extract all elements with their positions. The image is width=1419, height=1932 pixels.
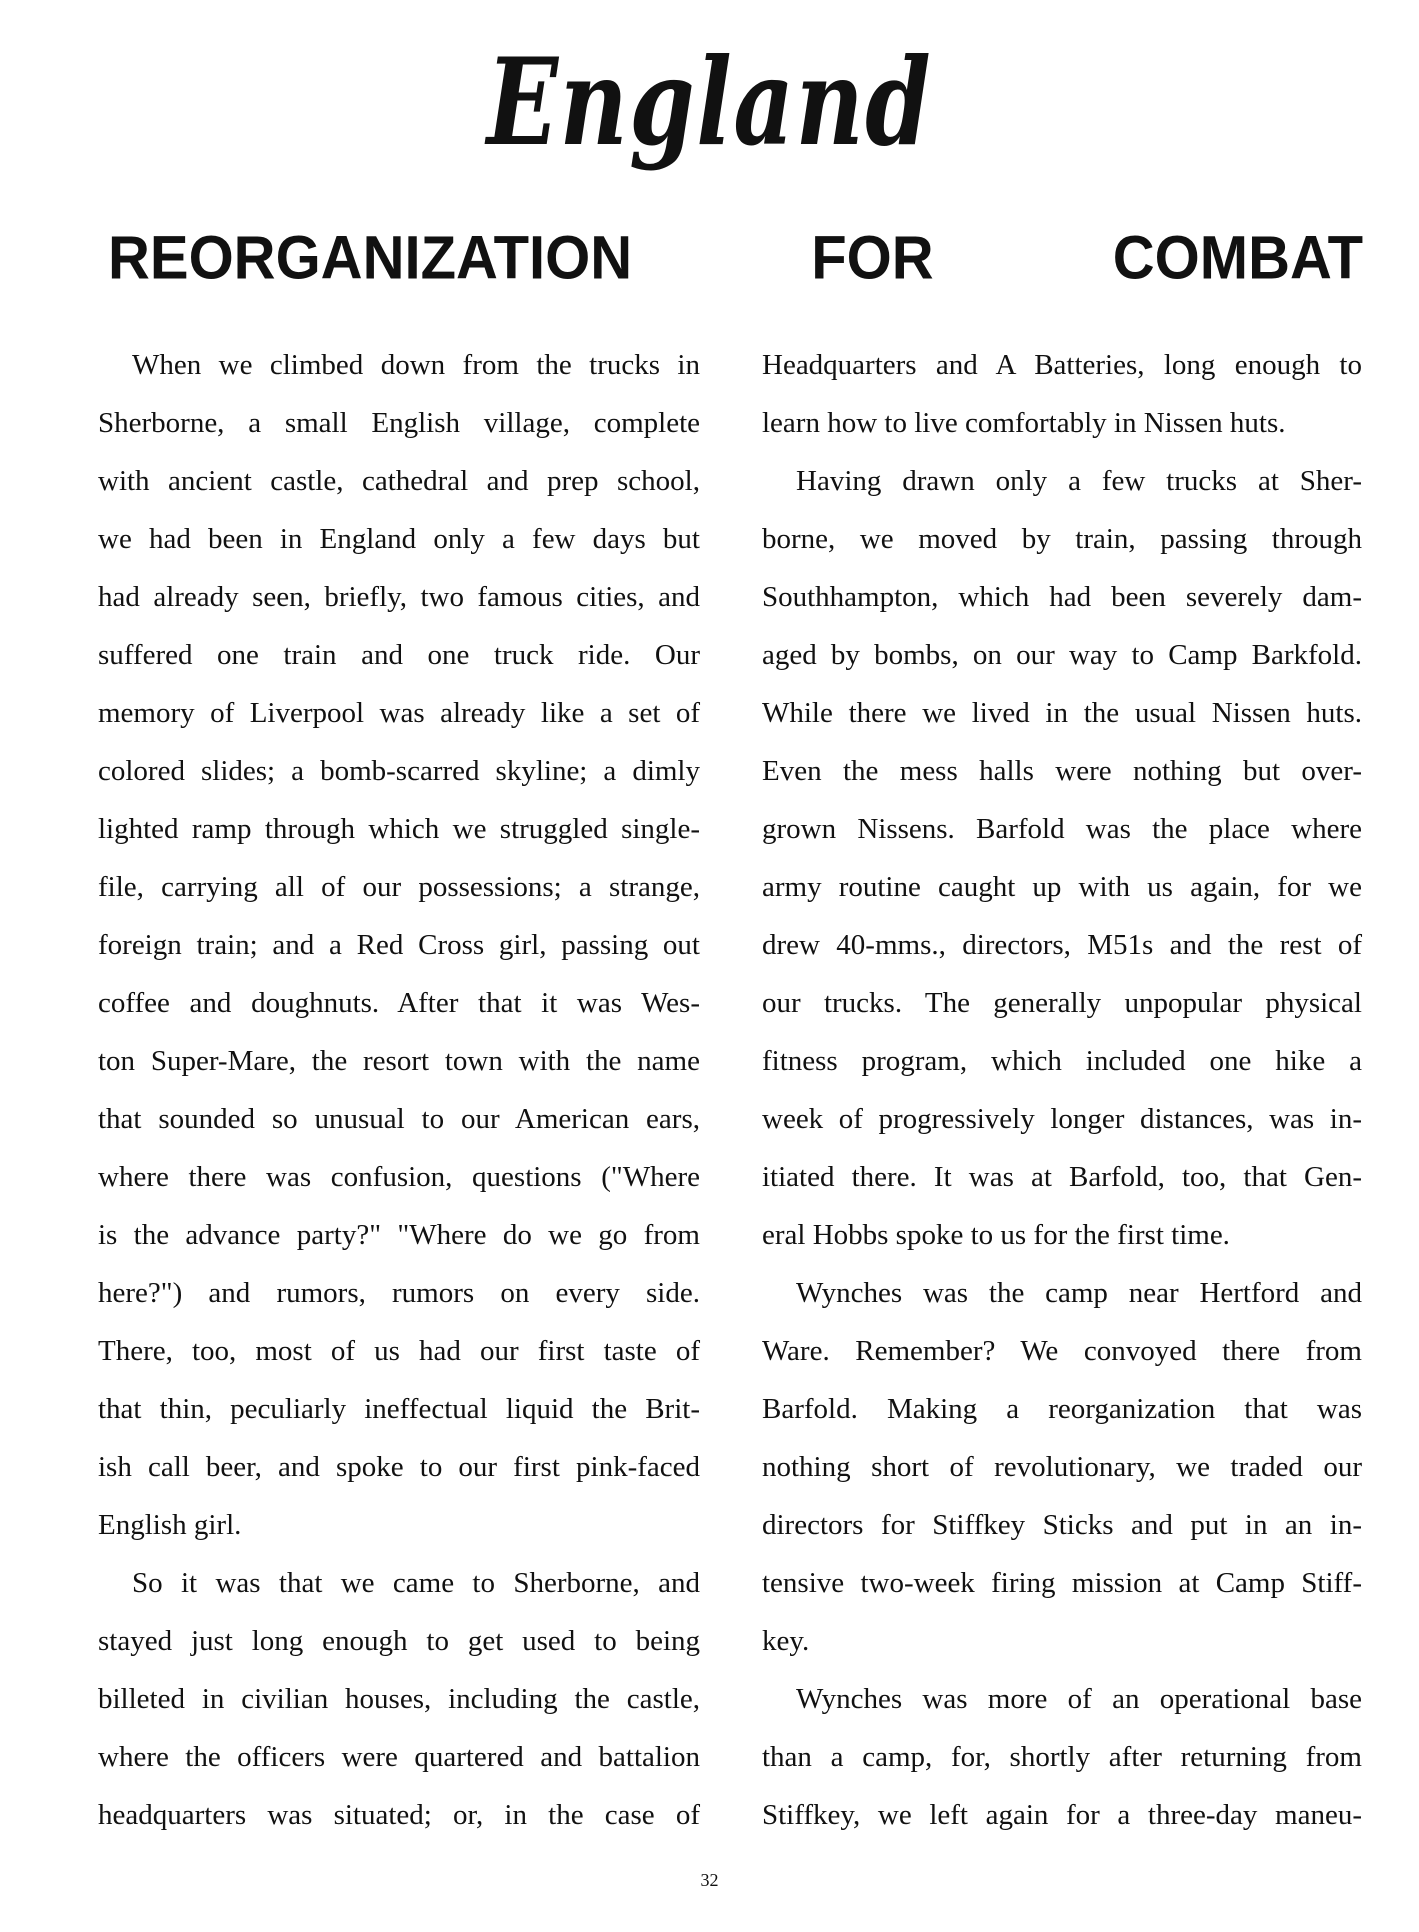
text-line: grown Nissens. Barfold was the place where [762,813,1362,845]
text-line: borne, we moved by train, passing through [762,523,1362,555]
text-line: There, too, most of us had our first taste of [98,1335,700,1367]
text-line: learn how to live comfortably in Nissen huts. [762,407,1286,439]
text-line: tensive two-week firing mission at Camp Stiff- [762,1567,1362,1599]
text-line: colored slides; a bomb-scarred skyline; a dimly [98,755,700,787]
text-line: ton Super-Mare, the resort town with the name [98,1045,700,1077]
text-line: Even the mess halls were nothing but over- [762,755,1362,787]
section-title: REORGANIZATION FOR COMBAT [108,224,1363,293]
text-line: Stiffkey, we left again for a three-day maneu- [762,1799,1362,1831]
text-line: headquarters was situated; or, in the case of [98,1799,700,1831]
text-line: here?") and rumors, rumors on every side. [98,1277,700,1309]
text-line: Southhampton, which had been severely dam- [762,581,1362,613]
text-line: is the advance party?" "Where do we go from [98,1219,700,1251]
text-line: fitness program, which included one hike a [762,1045,1362,1077]
text-line: billeted in civilian houses, including the castle, [98,1683,700,1715]
text-line: foreign train; and a Red Cross girl, passing out [98,929,700,961]
text-line: lighted ramp through which we struggled single- [98,813,700,845]
text-line: week of progressively longer distances, was in- [762,1103,1362,1135]
text-line: Wynches was the camp near Hertford and [796,1277,1362,1309]
text-line: that thin, peculiarly ineffectual liquid the Brit- [98,1393,700,1425]
text-line: When we climbed down from the trucks in [132,349,700,381]
text-line: Headquarters and A Batteries, long enough to [762,349,1362,381]
text-line: that sounded so unusual to our American ears, [98,1103,700,1135]
text-line: file, carrying all of our possessions; a strange, [98,871,700,903]
text-line: with ancient castle, cathedral and prep school, [98,465,700,497]
left-column [98,336,700,1844]
text-line: had already seen, briefly, two famous cities, and [98,581,700,613]
text-line: Barfold. Making a reorganization that was [762,1393,1362,1425]
text-line: than a camp, for, shortly after returning from [762,1741,1362,1773]
text-line: key. [762,1625,810,1657]
text-line: we had been in England only a few days but [98,523,700,555]
text-line: stayed just long enough to get used to being [98,1625,700,1657]
text-line: army routine caught up with us again, for we [762,871,1362,903]
text-line: directors for Stiffkey Sticks and put in an in- [762,1509,1362,1541]
text-line: where the officers were quartered and battalion [98,1741,700,1773]
text-line: nothing short of revolutionary, we traded our [762,1451,1362,1483]
text-line: aged by bombs, on our way to Camp Barkfold. [762,639,1362,671]
text-line: English girl. [98,1509,242,1541]
text-line: drew 40-mms., directors, M51s and the rest of [762,929,1362,961]
text-line: our trucks. The generally unpopular physical [762,987,1362,1019]
text-line: Having drawn only a few trucks at Sher- [796,465,1362,497]
chapter-title: England [486,32,933,173]
text-line: Sherborne, a small English village, complete [98,407,700,439]
text-line: where there was confusion, questions ("Where [98,1161,700,1193]
text-line: ish call beer, and spoke to our first pink-faced [98,1451,700,1483]
text-line: eral Hobbs spoke to us for the first time. [762,1219,1230,1251]
text-line: coffee and doughnuts. After that it was Wes- [98,987,700,1019]
text-line: Wynches was more of an operational base [796,1683,1362,1715]
text-line: Ware. Remember? We convoyed there from [762,1335,1362,1367]
text-line: itiated there. It was at Barfold, too, that Gen- [762,1161,1362,1193]
text-line: suffered one train and one truck ride. Our [98,639,700,671]
text-line: memory of Liverpool was already like a set of [98,697,700,729]
page-number: 32 [700,1870,719,1890]
text-line: While there we lived in the usual Nissen huts. [762,697,1362,729]
right-column [762,336,1362,1844]
text-line: So it was that we came to Sherborne, and [132,1567,700,1599]
